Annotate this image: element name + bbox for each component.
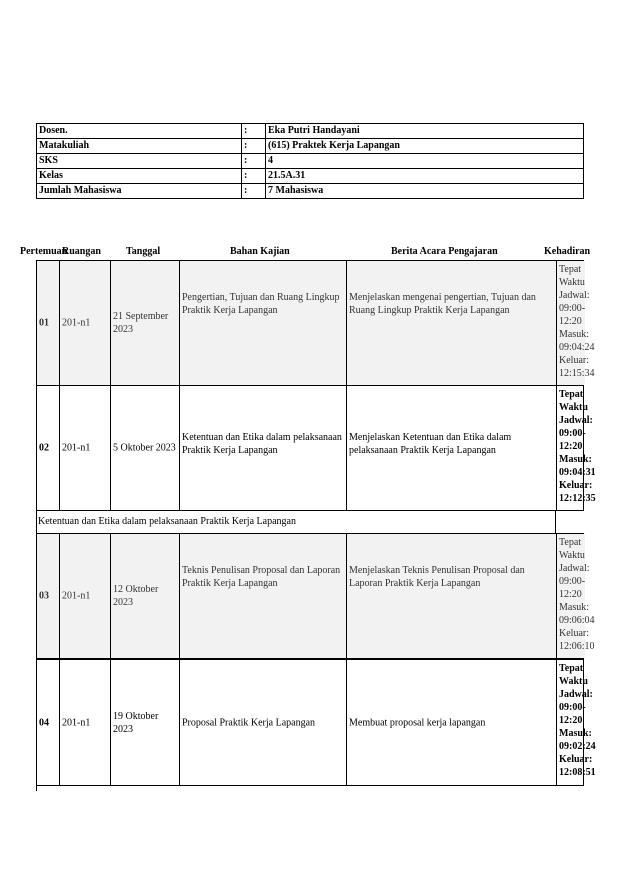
meeting-room: 201-n1	[62, 317, 91, 329]
info-separator: :	[242, 139, 266, 154]
info-label: Dosen.	[37, 124, 242, 139]
meeting-number: 01	[39, 317, 49, 329]
meeting-topic: Proposal Praktik Kerja Lapangan	[182, 717, 316, 728]
info-row-kelas	[37, 169, 584, 184]
meeting-topic: Pengertian, Tujuan dan Ruang Lingkup Praktik Kerja Lapangan	[182, 292, 340, 316]
table-continuation-line	[36, 785, 37, 791]
meeting-room: 201-n1	[62, 442, 91, 454]
meeting-report: Menjelaskan Ketentuan dan Etika dalam pelaksanaan Praktik Kerja Lapangan	[349, 432, 512, 456]
course-info-table	[36, 123, 584, 199]
info-separator: :	[242, 154, 266, 169]
meeting-note: Ketentuan dan Etika dalam pelaksanaan Praktik Kerja Lapangan	[36, 511, 556, 533]
info-value: 7 Mahasiswa	[266, 184, 584, 199]
meeting-room: 201-n1	[62, 590, 91, 602]
info-label: SKS	[37, 154, 242, 169]
info-value: Eka Putri Handayani	[266, 124, 584, 139]
col-berita-acara: Berita Acara Pengajaran	[391, 246, 498, 257]
col-pertemuan: Pertemuan	[20, 246, 68, 257]
meeting-row	[36, 260, 595, 386]
info-separator: :	[242, 184, 266, 199]
col-tanggal: Tanggal	[126, 246, 161, 257]
col-ruangan: Ruangan	[62, 246, 101, 257]
meeting-topic: Teknis Penulisan Proposal dan Laporan Praktik Kerja Lapangan	[182, 565, 341, 589]
meeting-number: 04	[39, 717, 49, 728]
info-label: Matakuliah	[37, 139, 242, 154]
col-kehadiran: Kehadiran	[544, 246, 591, 257]
meeting-row	[36, 385, 596, 511]
meeting-report: Menjelaskan Teknis Penulisan Proposal dan Laporan Praktik Kerja Lapangan	[349, 565, 525, 589]
meeting-date: 12 Oktober 2023	[113, 584, 159, 608]
info-separator: :	[242, 124, 266, 139]
meeting-date: 21 September 2023	[113, 311, 169, 335]
meeting-row	[36, 659, 596, 786]
meeting-table-header	[0, 246, 620, 260]
info-value: 21.5A.31	[266, 169, 584, 184]
meeting-row	[36, 533, 595, 659]
info-row-jumlah	[37, 184, 584, 199]
meeting-attendance: Tepat Waktu Jadwal: 09:00- 12:20 Masuk: 09:04:24 Keluar: 12:15:34	[559, 264, 595, 379]
meeting-report: Membuat proposal kerja lapangan	[349, 717, 486, 728]
meeting-date: 5 Oktober 2023	[113, 442, 176, 454]
meeting-attendance: Tepat Waktu Jadwal: 09:00- 12:20 Masuk: 09:06:04 Keluar: 12:06:10	[559, 537, 595, 652]
meeting-room: 201-n1	[62, 717, 91, 728]
info-value: (615) Praktek Kerja Lapangan	[266, 139, 584, 154]
meeting-date: 19 Oktober 2023	[113, 710, 159, 735]
col-bahan-kajian: Bahan Kajian	[230, 246, 290, 257]
meeting-report: Menjelaskan mengenai pengertian, Tujuan dan Ruang Lingkup Praktik Kerja Lapangan	[349, 292, 536, 316]
meeting-number: 03	[39, 590, 49, 602]
info-label: Kelas	[37, 169, 242, 184]
meeting-attendance: Tepat Waktu Jadwal: 09:00- 12:20 Masuk: 09:02:24 Keluar: 12:08:51	[559, 663, 596, 778]
meeting-attendance: Tepat Waktu Jadwal: 09:00- 12:20 Masuk: 09:04:31 Keluar: 12:12:35	[559, 389, 596, 504]
info-separator: :	[242, 169, 266, 184]
meeting-number: 02	[39, 442, 49, 454]
info-label: Jumlah Mahasiswa	[37, 184, 242, 199]
meeting-topic: Ketentuan dan Etika dalam pelaksanaan Praktik Kerja Lapangan	[182, 432, 342, 456]
info-row-dosen	[37, 124, 584, 139]
info-value: 4	[266, 154, 584, 169]
info-row-matakuliah	[37, 139, 584, 154]
info-row-sks	[37, 154, 584, 169]
